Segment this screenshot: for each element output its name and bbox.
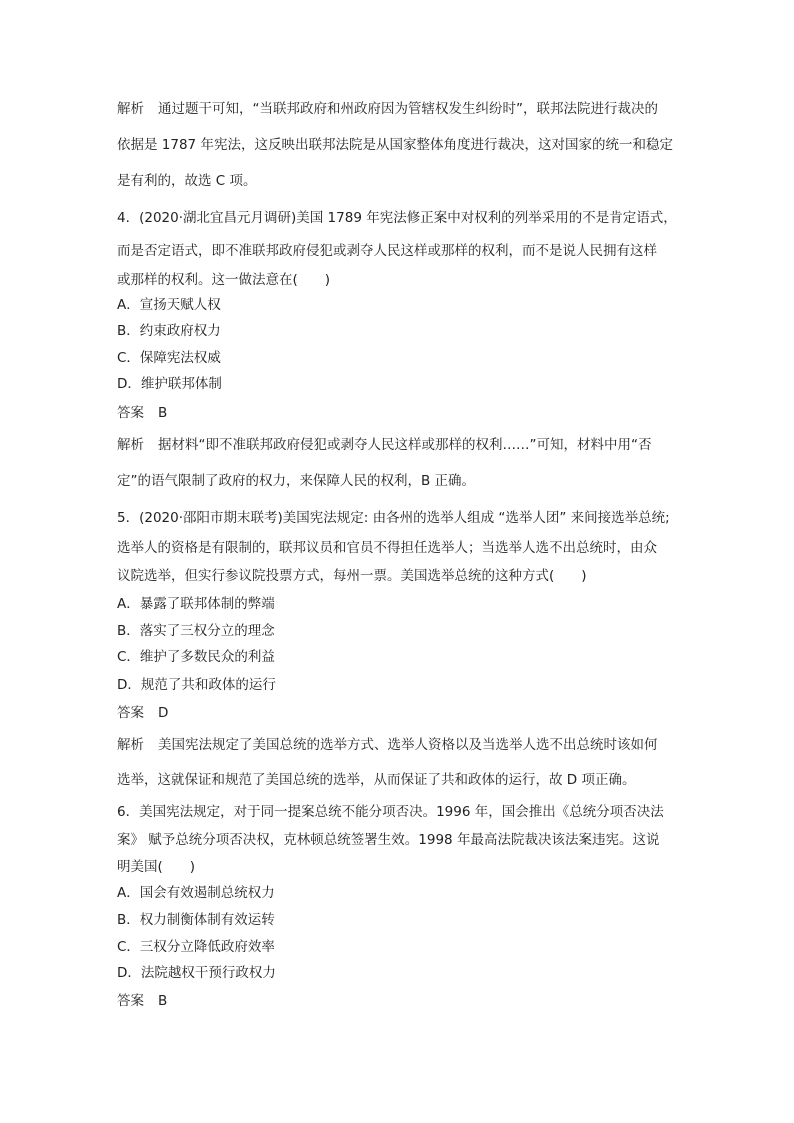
answer-value: B bbox=[158, 405, 168, 421]
q3-analysis-line-2: 依据是 1787 年宪法，这反映出联邦法院是从国家整体角度进行裁决，这对国家的统一和稳定 bbox=[117, 137, 673, 153]
q6-answer bbox=[117, 991, 167, 1011]
analysis-text: 据材料“即不准联邦政府侵犯或剥夺人民这样或那样的权利……”可知，材料中用“否 bbox=[158, 437, 652, 453]
q5-option-c: C．维护了多数民众的利益 bbox=[117, 649, 275, 665]
q4-stem-line-3: 或那样的权利。这一做法意在( ) bbox=[117, 272, 331, 288]
q4-stem-line-2: 而是否定语式，即不准联邦政府侵犯或剥夺人民这样或那样的权利，而不是说人民拥有这样 bbox=[117, 243, 657, 259]
q5-option-a: A．暴露了联邦体制的弊端 bbox=[117, 596, 275, 612]
q4-analysis-line-1 bbox=[117, 435, 651, 455]
q4-option-b: B．约束政府权力 bbox=[117, 323, 221, 339]
q6-stem-line-2: 案》 赋予总统分项否决权，克林顿总统签署生效。1998 年最高法院裁决该法案违宪。这说 bbox=[117, 832, 660, 848]
q4-answer bbox=[117, 403, 167, 423]
answer-value: B bbox=[158, 993, 168, 1009]
q5-option-b: B．落实了三权分立的理念 bbox=[117, 623, 275, 639]
q5-stem-line-1: 5．(2020·邵阳市期末联考)美国宪法规定: 由各州的选举人组成 “选举人团” 来间接选举总统; bbox=[117, 510, 670, 526]
q5-answer bbox=[117, 703, 168, 723]
q4-option-a: A．宣扬天赋人权 bbox=[117, 297, 221, 313]
answer-label: 答案 bbox=[117, 993, 144, 1009]
q6-option-d: D．法院越权干预行政权力 bbox=[117, 965, 276, 981]
q6-option-a: A．国会有效遏制总统权力 bbox=[117, 885, 275, 901]
q6-stem-line-1: 6．美国宪法规定，对于同一提案总统不能分项否决。1996 年，国会推出《总统分项否决法 bbox=[117, 804, 664, 820]
q4-stem-line-1: 4．(2020·湖北宜昌元月调研)美国 1789 年宪法修正案中对权利的列举采用的不是肯定语式， bbox=[117, 210, 677, 226]
q5-stem-line-2: 选举人的资格是有限制的，联邦议员和官员不得担任选举人；当选举人选不出总统时，由众 bbox=[117, 540, 657, 556]
answer-label: 答案 bbox=[117, 405, 144, 421]
q6-option-b: B．权力制衡体制有效运转 bbox=[117, 912, 275, 928]
analysis-label: 解析 bbox=[117, 101, 144, 117]
q3-analysis-line-1 bbox=[117, 99, 658, 119]
answer-label: 答案 bbox=[117, 705, 144, 721]
analysis-text: 通过题干可知，“当联邦政府和州政府因为管辖权发生纠纷时”，联邦法院进行裁决的 bbox=[158, 101, 658, 117]
q4-analysis-line-2: 定”的语气限制了政府的权力，来保障人民的权利，B 正确。 bbox=[117, 473, 476, 489]
q5-option-d: D．规范了共和政体的运行 bbox=[117, 677, 276, 693]
q4-option-d: D．维护联邦体制 bbox=[117, 376, 222, 392]
q5-stem-line-3: 议院选举，但实行参议院投票方式，每州一票。美国选举总统的这种方式( ) bbox=[117, 568, 587, 584]
answer-value: D bbox=[158, 705, 169, 721]
q6-option-c: C．三权分立降低政府效率 bbox=[117, 939, 275, 955]
analysis-text: 美国宪法规定了美国总统的选举方式、选举人资格以及当选举人选不出总统时该如何 bbox=[158, 737, 658, 753]
q3-analysis-line-3: 是有利的，故选 C 项。 bbox=[117, 173, 257, 189]
q6-stem-line-3: 明美国( ) bbox=[117, 859, 196, 875]
analysis-label: 解析 bbox=[117, 737, 144, 753]
analysis-label: 解析 bbox=[117, 437, 144, 453]
q5-analysis-line-1 bbox=[117, 735, 658, 755]
q5-analysis-line-2: 选举，这就保证和规范了美国总统的选举，从而保证了共和政体的运行，故 D 项正确。 bbox=[117, 772, 636, 788]
q4-option-c: C．保障宪法权威 bbox=[117, 350, 221, 366]
